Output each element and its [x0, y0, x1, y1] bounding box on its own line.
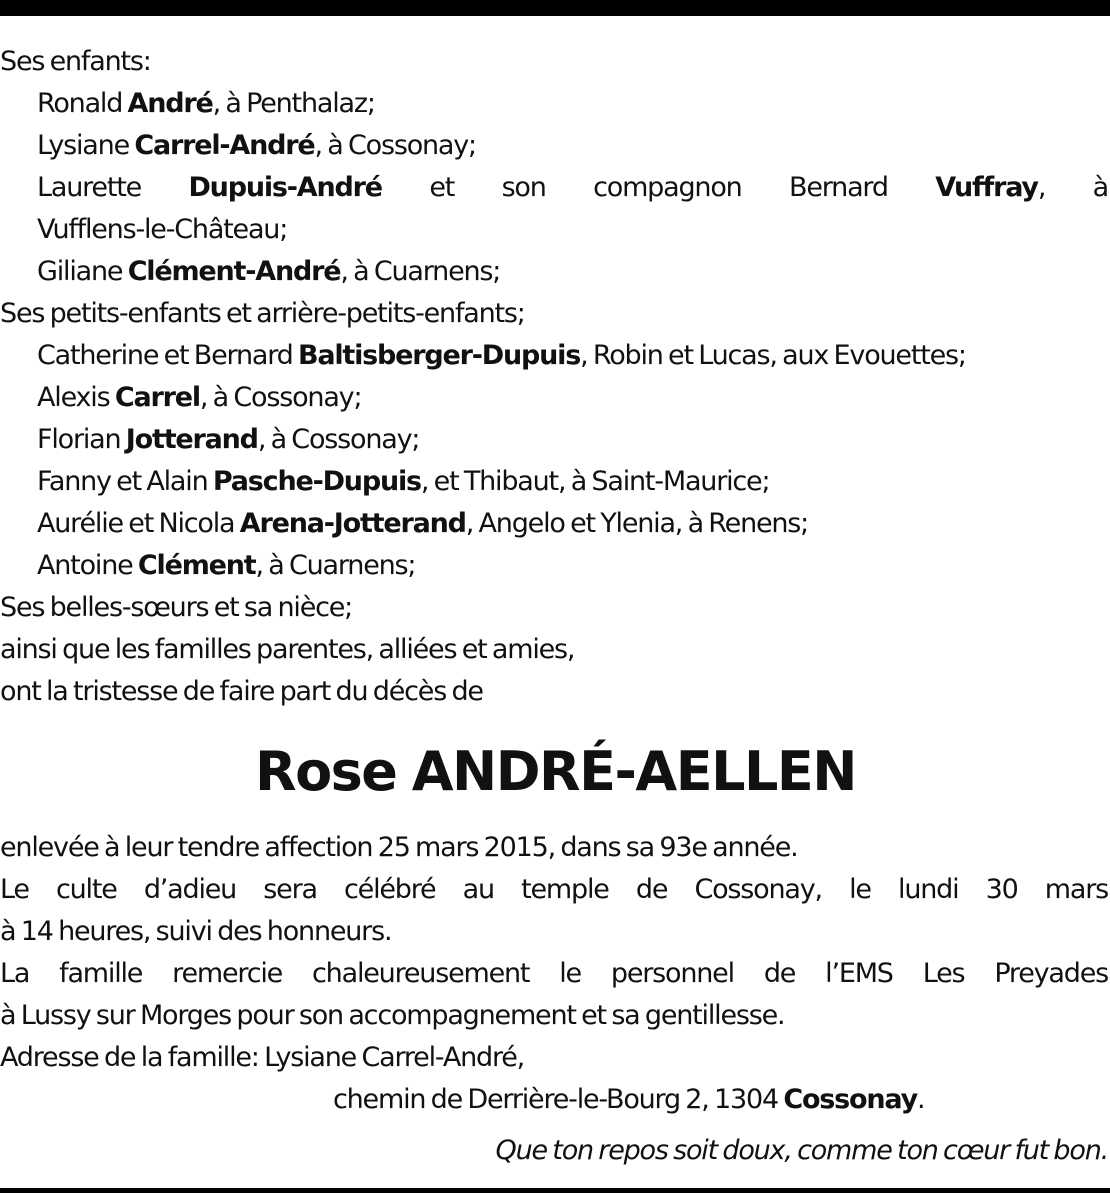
address-text: chemin de Derrière-le-Bourg 2, 1304 [333, 1084, 784, 1115]
family-name: Jotterand [125, 424, 258, 455]
children-heading: Ses enfants: [0, 46, 151, 77]
child-entry [0, 251, 1108, 293]
entry-text: , à Cuarnens; [340, 256, 501, 287]
entry-text: , et Thibaut, à Saint-Maurice; [420, 466, 770, 497]
grandchild-entry [0, 419, 1108, 461]
service-line: Le culte d’adieu sera célébré au temple de Cossonay, le lundi 30 mars [0, 874, 1108, 905]
family-address-line: Adresse de la famille: Lysiane Carrel-André, [0, 1042, 525, 1073]
family-name: Vuffray [935, 172, 1038, 203]
grandchildren-heading: Ses petits-enfants et arrière-petits-enfants; [0, 298, 525, 329]
entry-text: , Angelo et Ylenia, à Renens; [465, 508, 809, 539]
entry-text: et son compagnon Bernard [381, 172, 936, 203]
address-city: Cossonay [783, 1084, 918, 1115]
family-name: Dupuis-André [188, 172, 382, 203]
entry-text: , à Penthalaz; [212, 88, 375, 119]
closing-motto: Que ton repos soit doux, comme ton cœur fut bon. [495, 1135, 1108, 1166]
family-address-street [0, 1079, 1108, 1121]
entry-text: , à [1037, 172, 1108, 203]
entry-text: Alexis [37, 382, 115, 413]
entry-text: Florian [37, 424, 126, 455]
entry-text: Aurélie et Nicola [37, 508, 240, 539]
obituary-notice [0, 41, 1108, 1172]
bottom-rule [0, 1188, 1110, 1193]
address-text: . [917, 1084, 925, 1115]
family-name: Clément [137, 550, 256, 581]
thanks-line: La famille remercie chaleureusement le personnel de l’EMS Les Preyades [0, 958, 1108, 989]
child-entry [0, 83, 1108, 125]
entry-text: Fanny et Alain [37, 466, 213, 497]
family-name: Clément-André [127, 256, 341, 287]
entry-text: Antoine [37, 550, 138, 581]
entry-text: , à Cossonay; [257, 424, 420, 455]
passing-line: enlevée à leur tendre affection 25 mars 2015, dans sa 93e année. [0, 832, 798, 863]
child-entry [0, 125, 1108, 167]
grandchild-entry [0, 377, 1108, 419]
child-entry [0, 167, 1108, 209]
child-entry-continuation: Vufflens-le-Château; [37, 214, 288, 245]
families-line: ainsi que les familles parentes, alliées et amies, [0, 634, 575, 665]
sisters-line: Ses belles-sœurs et sa nièce; [0, 592, 353, 623]
entry-text: , Robin et Lucas, aux Evouettes; [580, 340, 966, 371]
deceased-name: Rose ANDRÉ-AELLEN [254, 740, 856, 803]
family-name: Carrel [114, 382, 200, 413]
entry-text: Giliane [37, 256, 128, 287]
entry-text: Lysiane [37, 130, 135, 161]
grandchild-entry [0, 503, 1108, 545]
grandchild-entry [0, 545, 1108, 587]
family-name: Carrel-André [134, 130, 315, 161]
grandchild-entry [0, 335, 1108, 377]
announcement-line: ont la tristesse de faire part du décès de [0, 676, 483, 707]
grandchild-entry [0, 461, 1108, 503]
entry-text: Laurette [37, 172, 189, 203]
entry-text: Ronald [37, 88, 128, 119]
top-rule [0, 0, 1110, 16]
entry-text: Catherine et Bernard [37, 340, 298, 371]
family-name: Baltisberger-Dupuis [297, 340, 581, 371]
entry-text: , à Cossonay; [199, 382, 362, 413]
thanks-line-continuation: à Lussy sur Morges pour son accompagnement et sa gentillesse. [0, 1000, 785, 1031]
service-line-continuation: à 14 heures, suivi des honneurs. [0, 916, 392, 947]
entry-text: , à Cossonay; [314, 130, 476, 161]
family-name: André [127, 88, 213, 119]
family-name: Pasche-Dupuis [212, 466, 421, 497]
entry-text: , à Cuarnens; [255, 550, 416, 581]
family-name: Arena-Jotterand [239, 508, 466, 539]
